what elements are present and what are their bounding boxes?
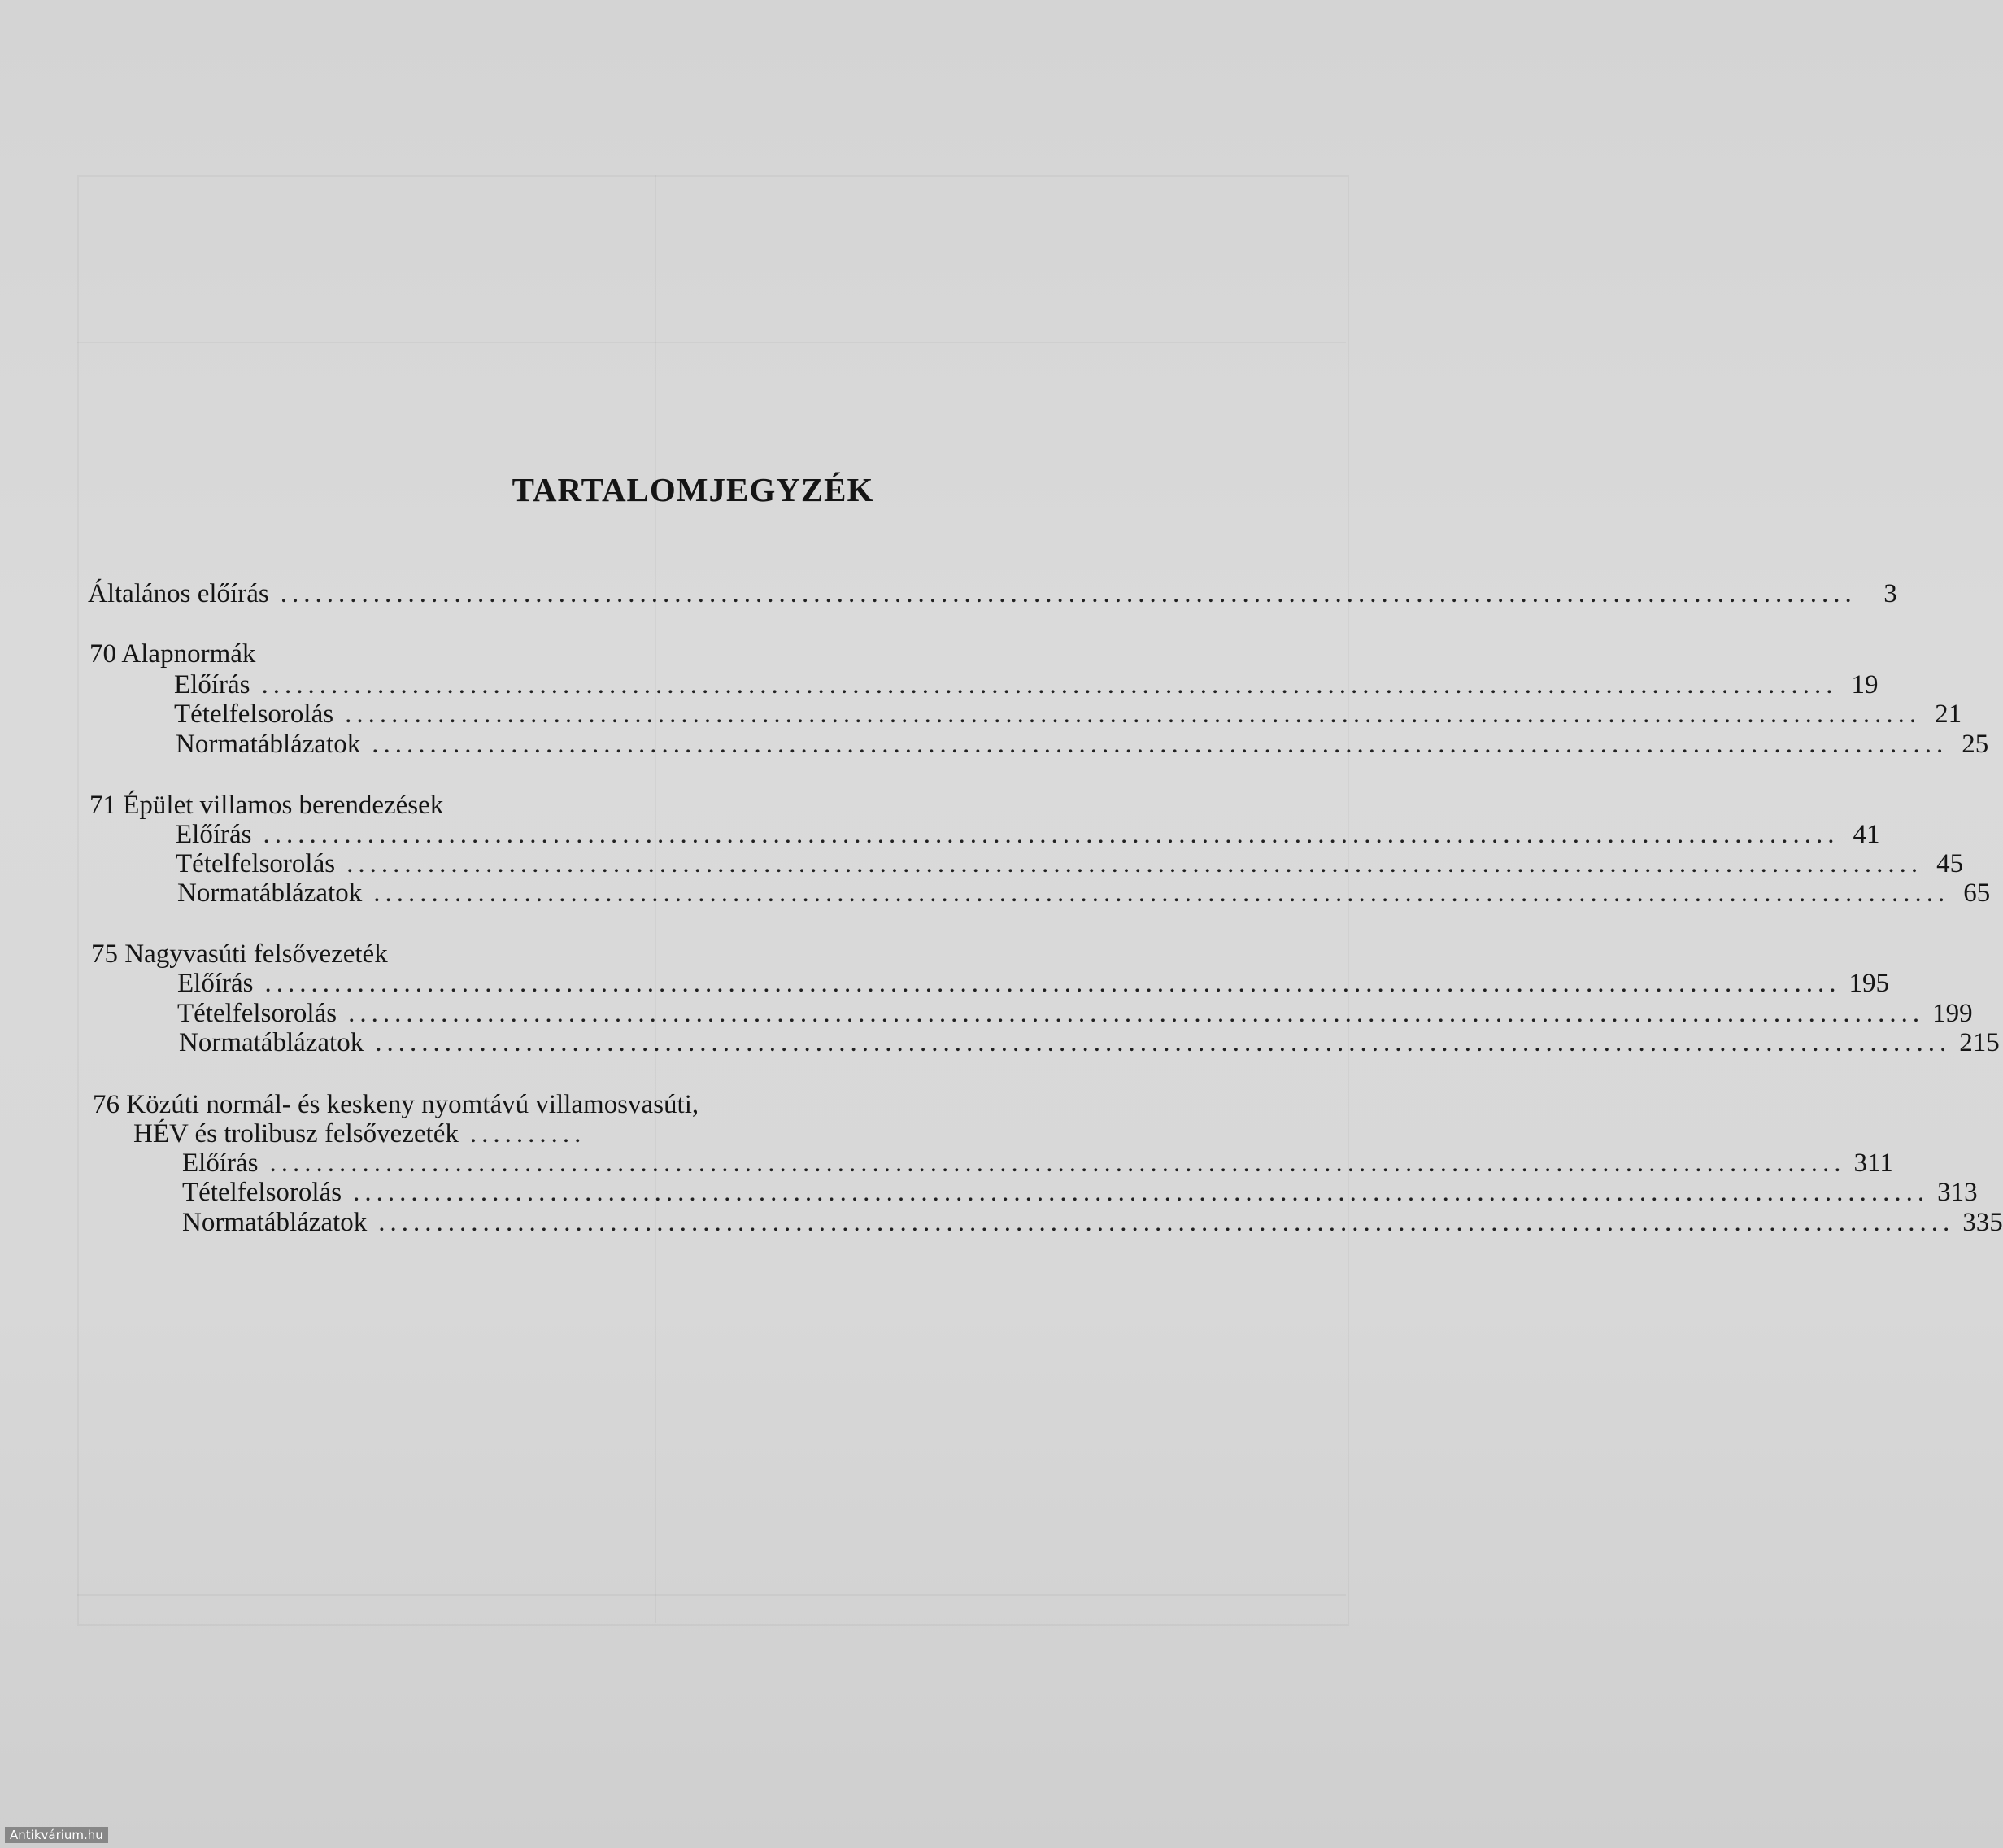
watermark: Antikvárium.hu [5, 1827, 108, 1843]
toc-entry-label: Normatáblázatok [182, 1208, 368, 1237]
toc-entry-page: 25 [1962, 730, 1989, 759]
toc-leader-dots: ........................................................................................................................................ [346, 849, 1923, 878]
toc-entry-label: Előírás [182, 1148, 259, 1178]
bleed-through-line [77, 342, 1346, 343]
toc-entry-page: 21 [1935, 700, 1962, 729]
toc-entry-label: Előírás [174, 670, 250, 700]
toc-section-heading [91, 938, 904, 970]
toc-section-label: 70 Alapnormák [89, 639, 256, 669]
toc-leader-dots: ........................................................................................................................................ [348, 999, 1925, 1028]
toc-section-label: 76 Közúti normál- és keskeny nyomtávú villamosvasúti, [93, 1090, 699, 1119]
toc-section-label: 71 Épület villamos berendezések [89, 791, 444, 820]
toc-leader-dots: .......... [469, 1119, 586, 1148]
toc-entry-page: 195 [1848, 969, 1889, 998]
toc-leader-dots: ........................................................................................................................................ [261, 670, 1838, 700]
toc-section-heading-continued [133, 1118, 865, 1150]
toc-section-heading [89, 638, 903, 670]
toc-entry [177, 877, 1991, 909]
toc-entry-page: 199 [1932, 999, 1973, 1028]
toc-entry-page: 3 [1883, 579, 1897, 608]
toc-leader-dots: ........................................................................................................................................ [264, 969, 1841, 998]
toc-entry [182, 1176, 1978, 1209]
toc-entry [88, 578, 1897, 610]
toc-entry-page: 45 [1936, 849, 1964, 878]
toc-leader-dots: ........................................................................................................................................ [263, 820, 1840, 849]
toc-leader-dots: ........................................................................................................................................ [373, 878, 1950, 908]
toc-section-heading [89, 789, 903, 822]
toc-leader-dots: ........................................................................................................................................ [269, 1148, 1846, 1178]
toc-entry [174, 698, 1962, 730]
toc-leader-dots: ........................................................................................................................................ [353, 1178, 1930, 1207]
toc-entry [176, 848, 1964, 880]
toc-leader-dots: ........................................................................................................................................ [372, 730, 1949, 759]
toc-entry [174, 669, 1879, 701]
toc-entry [179, 1026, 2000, 1059]
toc-entry-label: Tételfelsorolás [176, 849, 336, 878]
toc-entry-label: Tételfelsorolás [177, 999, 337, 1028]
toc-entry-label: Tételfelsorolás [182, 1178, 342, 1207]
toc-leader-dots: ........................................................................................................................................ [378, 1208, 1955, 1237]
toc-leader-dots: ........................................................................................................................................ [375, 1028, 1952, 1057]
toc-entry [176, 728, 1989, 761]
toc-section-heading [93, 1088, 1150, 1121]
toc-entry-page: 65 [1963, 878, 1991, 908]
toc-entry [177, 967, 1889, 1000]
toc-entry [182, 1206, 2003, 1239]
toc-entry-page: 215 [1959, 1028, 2000, 1057]
toc-entry-label: Normatáblázatok [177, 878, 363, 908]
toc-section-label: HÉV és trolibusz felsővezeték [133, 1119, 459, 1148]
toc-leader-dots: ........................................................................................................................................ [345, 700, 1922, 729]
toc-entry-page: 311 [1853, 1148, 1893, 1178]
toc-entry-page: 19 [1851, 670, 1879, 700]
toc-entry [177, 997, 1973, 1030]
toc-entry-label: Előírás [176, 820, 252, 849]
toc-entry [182, 1147, 1893, 1179]
toc-entry-page: 41 [1853, 820, 1880, 849]
toc-entry-label: Normatáblázatok [176, 730, 361, 759]
toc-section-label: 75 Nagyvasúti felsővezeték [91, 939, 388, 969]
toc-entry-page: 335 [1962, 1208, 2003, 1237]
page-title: TARTALOMJEGYZÉK [512, 471, 874, 508]
toc-entry-page: 313 [1937, 1178, 1978, 1207]
toc-entry-label: Általános előírás [88, 579, 269, 608]
toc-leader-dots: ........................................................................................................................................ [280, 579, 1857, 608]
toc-entry-label: Előírás [177, 969, 254, 998]
toc-entry-label: Normatáblázatok [179, 1028, 364, 1057]
toc-entry-label: Tételfelsorolás [174, 700, 334, 729]
toc-entry [176, 818, 1880, 851]
bleed-through-line [77, 1594, 1346, 1596]
